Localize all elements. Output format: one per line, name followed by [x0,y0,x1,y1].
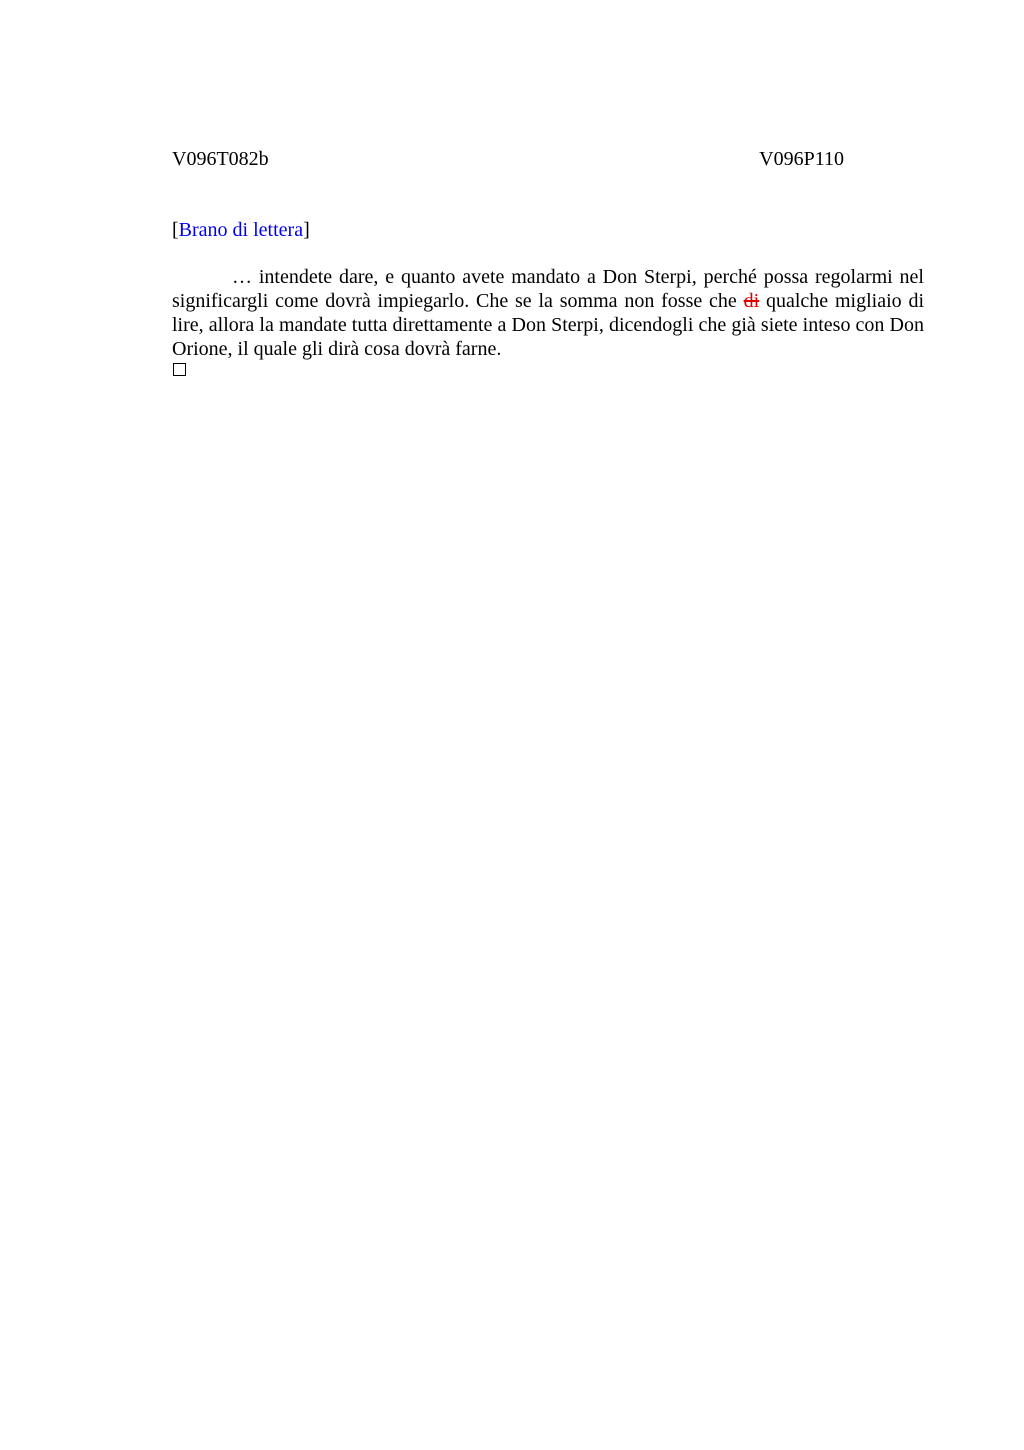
title-close-bracket: ] [303,219,310,241]
section-title [172,216,310,244]
title-text: Brano di lettera [178,219,304,241]
page-header [172,145,844,173]
excerpt-part-1: … intendete dare, e quanto avete mandato a Don Sterpi, perché possa regolarmi nel significargli come dovrà impiegarlo. Che se la somma non fosse che [172,266,924,312]
title-open-bracket: [ [172,219,179,241]
letter-excerpt [172,265,924,361]
excerpt-part-2: qualche migliaio di lire, allora la mandate tutta direttamente a Don Sterpi, dicendogli che già siete inteso con Don Orione, il quale gli dirà cosa dovrà farne. [172,290,925,360]
deleted-word: di [743,290,760,312]
empty-square-icon [173,363,186,376]
document-code: V096T082b [172,148,269,170]
page-code: V096P110 [759,148,844,170]
